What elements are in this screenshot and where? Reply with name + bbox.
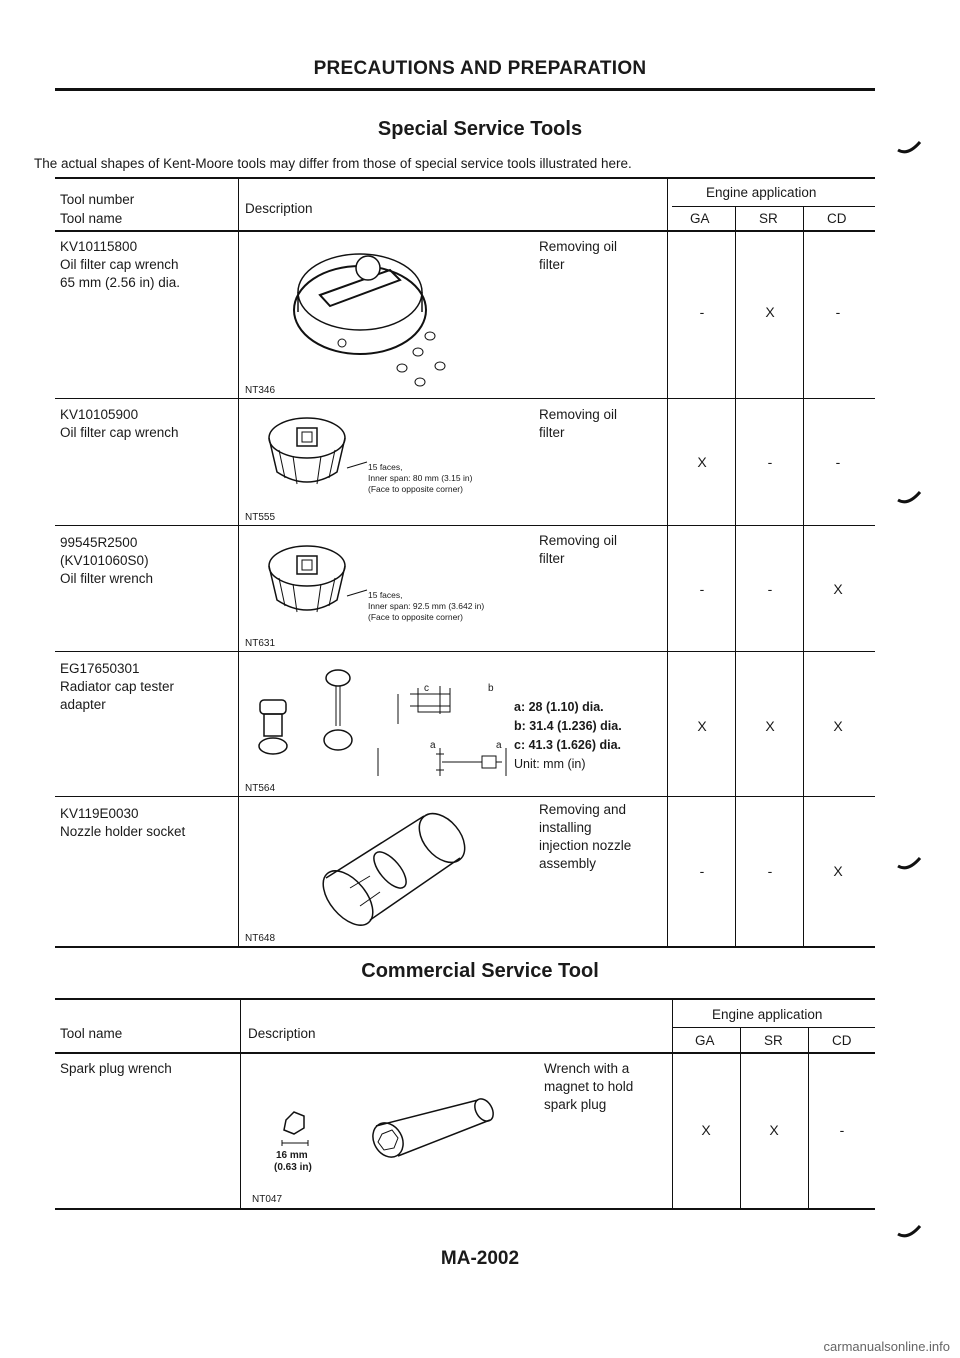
dimension-label-c: c: [424, 683, 429, 694]
tool-description: spark plug: [544, 1097, 607, 1112]
tool-number: 99545R2500: [60, 535, 138, 550]
nozzle-holder-socket-illustration: [320, 808, 470, 938]
figure-code: NT564: [245, 783, 276, 794]
engine-mark-cd: -: [835, 304, 841, 320]
engine-mark-cd: -: [839, 1122, 845, 1138]
figure-code: NT047: [252, 1194, 283, 1205]
tool-description: Removing oil: [539, 407, 618, 422]
dimension-a: a: 28 (1.10) dia.: [514, 700, 604, 714]
commercial-header-engine-sr: SR: [764, 1033, 783, 1048]
tool-description: Wrench with a: [544, 1061, 630, 1076]
tool-number: EG17650301: [60, 661, 140, 676]
page-number: MA-2002: [440, 1248, 520, 1269]
tool-description: Removing oil: [539, 239, 618, 254]
commercial-tool-title: Commercial Service Tool: [361, 960, 599, 982]
tool-name: Radiator cap tester: [60, 679, 175, 694]
margin-tick-mark: [896, 490, 926, 510]
engine-mark-cd: -: [835, 454, 841, 470]
figure-annotation: 16 mm: [276, 1150, 308, 1161]
row-separator: [55, 796, 875, 797]
engine-mark-cd: X: [833, 581, 843, 597]
figure-annotation: 15 faces,: [368, 590, 403, 600]
col-divider-ga: [735, 207, 736, 947]
engine-mark-ga: X: [697, 718, 707, 734]
figure-code: NT631: [245, 638, 276, 649]
dimension-label-a-right: a: [496, 740, 502, 751]
engine-mark-sr: X: [765, 304, 775, 320]
tool-number: KV10115800: [60, 239, 138, 254]
tool-alt-number: (KV101060S0): [60, 553, 149, 568]
figure-annotation: (0.63 in): [274, 1162, 312, 1173]
engine-mark-ga: -: [699, 304, 705, 320]
tool-name: Oil filter wrench: [60, 571, 154, 586]
radiator-cap-adapter-illustration: [250, 664, 510, 784]
commercial-header-engine-application: Engine application: [712, 1007, 823, 1022]
tool-name: Nozzle holder socket: [60, 824, 186, 839]
tool-description: filter: [539, 425, 565, 440]
col-divider-sr: [803, 207, 804, 947]
engine-mark-ga: -: [699, 863, 705, 879]
commercial-header-engine-cd: CD: [832, 1033, 852, 1048]
tool-number: KV10105900: [60, 407, 139, 422]
tool-description: Removing oil: [539, 533, 618, 548]
commercial-header-engine-ga: GA: [695, 1033, 715, 1048]
commercial-table-bottom-rule: [55, 1208, 875, 1210]
engine-mark-sr: X: [765, 718, 775, 734]
header-engine-application: Engine application: [706, 185, 817, 200]
header-engine-sr: SR: [759, 211, 778, 226]
header-rule: [55, 88, 875, 91]
figure-code: NT555: [245, 512, 276, 523]
commercial-col-divider-desc: [240, 1000, 241, 1208]
commercial-col-divider-engine: [672, 1000, 673, 1208]
commercial-header-description: Description: [248, 1026, 316, 1041]
dimension-label-b: b: [488, 683, 494, 694]
engine-mark-ga: X: [697, 454, 707, 470]
engine-mark-sr: X: [769, 1122, 779, 1138]
tool-spec: 65 mm (2.56 in) dia.: [60, 275, 181, 290]
col-divider-engine: [667, 178, 668, 947]
cap-wrench-92mm-illustration: [255, 538, 375, 623]
page-header-title: PRECAUTIONS AND PREPARATION: [313, 58, 647, 79]
header-engine-ga: GA: [690, 211, 710, 226]
commercial-header-tool-name: Tool name: [60, 1026, 123, 1041]
figure-annotation: (Face to opposite corner): [368, 612, 463, 622]
commercial-table-header-rule: [55, 1052, 875, 1054]
engine-mark-cd: X: [833, 863, 843, 879]
engine-mark-sr: -: [767, 863, 773, 879]
tool-name: Oil filter cap wrench: [60, 425, 179, 440]
tool-description: injection nozzle: [539, 838, 632, 853]
figure-annotation: (Face to opposite corner): [368, 484, 463, 494]
margin-tick-mark: [896, 140, 926, 160]
oil-filter-cap-wrench-illustration: [290, 240, 470, 390]
tool-number: KV119E0030: [60, 806, 139, 821]
engine-sub-rule: [672, 206, 875, 207]
tool-description: filter: [539, 257, 565, 272]
engine-mark-sr: -: [767, 454, 773, 470]
engine-mark-cd: X: [833, 718, 843, 734]
dimension-unit: Unit: mm (in): [514, 757, 586, 771]
row-separator: [55, 651, 875, 652]
figure-code: NT346: [245, 385, 276, 396]
commercial-engine-sub-rule: [672, 1027, 875, 1028]
col-divider-desc: [238, 177, 239, 947]
commercial-col-divider-ga: [740, 1028, 741, 1208]
cap-wrench-80mm-illustration: [255, 410, 375, 495]
engine-mark-ga: X: [701, 1122, 711, 1138]
header-description: Description: [245, 201, 313, 216]
row-separator: [55, 525, 875, 526]
figure-annotation: 15 faces,: [368, 462, 403, 472]
table-bottom-rule: [55, 946, 875, 948]
tool-description: magnet to hold: [544, 1079, 634, 1094]
engine-mark-sr: -: [767, 581, 773, 597]
special-tools-note: The actual shapes of Kent-Moore tools may differ from those of special service tools illustrated here.: [34, 156, 632, 171]
tool-name-cont: adapter: [60, 697, 106, 712]
commercial-col-divider-sr: [808, 1028, 809, 1208]
tool-description: installing: [539, 820, 592, 835]
row-separator: [55, 398, 875, 399]
tool-name: Oil filter cap wrench: [60, 257, 179, 272]
header-engine-cd: CD: [827, 211, 847, 226]
dimension-b: b: 31.4 (1.236) dia.: [514, 719, 622, 733]
special-tools-title: Special Service Tools: [377, 118, 583, 140]
margin-tick-mark: [896, 1224, 926, 1244]
table-header-rule: [55, 230, 875, 232]
tool-name: Spark plug wrench: [60, 1061, 172, 1076]
watermark: carmanualsonline.info: [823, 1339, 950, 1354]
dimension-label-a: a: [430, 740, 436, 751]
tool-description: filter: [539, 551, 565, 566]
tool-description: Removing and: [539, 802, 627, 817]
table-top-rule: [55, 177, 875, 179]
header-tool-number: Tool number: [60, 192, 135, 207]
figure-code: NT648: [245, 933, 276, 944]
commercial-table-top-rule: [55, 998, 875, 1000]
tool-description: assembly: [539, 856, 597, 871]
margin-tick-mark: [896, 856, 926, 876]
spark-plug-wrench-illustration: [268, 1094, 500, 1164]
header-tool-name: Tool name: [60, 211, 123, 226]
engine-mark-ga: -: [699, 581, 705, 597]
dimension-c: c: 41.3 (1.626) dia.: [514, 738, 622, 752]
figure-annotation: Inner span: 92.5 mm (3.642 in): [368, 601, 485, 611]
figure-annotation: Inner span: 80 mm (3.15 in): [368, 473, 473, 483]
